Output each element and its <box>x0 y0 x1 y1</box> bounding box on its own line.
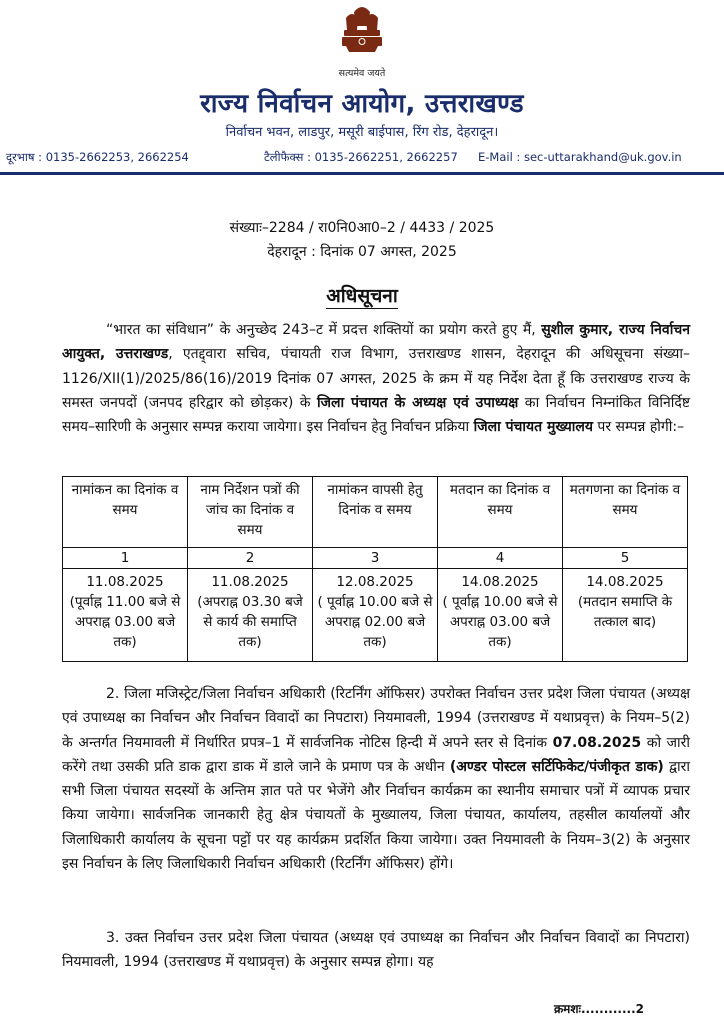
ashoka-lion-emblem-icon <box>332 2 392 66</box>
para2-bold-date: 07.08.2025 <box>552 734 642 751</box>
para1-text-4: पर सम्पन्न होगी:– <box>592 419 685 436</box>
header-divider <box>0 172 724 175</box>
schedule-time: ( पूर्वाह्न 10.00 बजे से अपराह्न 03.00 बजे तक) <box>442 594 558 650</box>
schedule-number-cell: 4 <box>438 548 563 569</box>
continued-marker: क्रमशः............2 <box>553 1002 644 1016</box>
para2-text-2: को जारी करेंगे तथा उसकी प्रति डाक द्वारा डाक में डाले जाने के प्रमाण पत्र के अधीन <box>62 734 690 775</box>
schedule-date: 11.08.2025 <box>211 574 289 590</box>
schedule-header-cell: मतदान का दिनांक व समय <box>438 477 563 548</box>
notification-heading <box>0 282 724 308</box>
reference-number: संख्याः–2284 / रा0नि0आ0–2 / 4433 / 2025 <box>229 220 495 236</box>
fax-number: टैलीफैक्स : 0135-2662251, 2662257 <box>264 150 458 164</box>
schedule-number-cell: 5 <box>563 548 688 569</box>
para1-text-1: “भारत का संविधान” के अनुच्छेद 243–ट में प्रदत्त शक्तियों का प्रयोग करते हुए मैं, <box>106 322 542 338</box>
schedule-date: 11.08.2025 <box>86 574 164 590</box>
schedule-value-cell <box>438 569 563 662</box>
schedule-date: 12.08.2025 <box>336 574 414 590</box>
para1-text-2: , एतद्द्वारा सचिव, पंचायती राज विभाग, उत्तराखण्ड शासन, देहरादून की अधिसूचना संख्या–1126/XII(1)/2025/86(16)/2019 दिनांक 07 अगस्त, 2025 के क्रम में यह निर्देश देता हूँ कि उत्तराखण्ड राज्य के समस्त जनपदों (जनपद हरिद्वार को छोड़कर) के <box>62 346 690 411</box>
notification-heading-text: अधिसूचना <box>326 285 398 307</box>
schedule-value-row <box>63 569 688 662</box>
para2-text-3: द्वारा सभी जिला पंचायत सदस्यों के अन्तिम ज्ञात पते पर भेजेंगे और निर्वाचन कार्यक्रम का स्थानीय समाचार पत्रों में व्यापक प्रचार किया जायेगा। सार्वजनिक जानकारी हेतु क्षेत्र पंचायतों के मुख्यालय, जिला पंचायत, कार्यालय, तहसील कार्यालयों और जिलाधिकारी कार्यालय के सूचना पट्टों पर यह कार्यक्रम प्रदर्शित किया जायेगा। उक्त नियमावली के नियम–3(2) के अनुसार इस निर्वाचन के लिए जिलाधिकारी निर्वाचन अधिकारी (रिटर्निंग ऑफिसर) होंगे। <box>62 758 690 873</box>
schedule-header-cell: नामांकन का दिनांक व समय <box>63 477 188 548</box>
schedule-value-cell <box>63 569 188 662</box>
schedule-number-cell: 1 <box>63 548 188 569</box>
schedule-number-row <box>63 548 688 569</box>
schedule-date: 14.08.2025 <box>586 574 664 590</box>
schedule-value-cell <box>313 569 438 662</box>
paragraph-3 <box>62 926 690 975</box>
paragraph-1 <box>62 318 690 439</box>
para1-bold-office: जिला पंचायत के अध्यक्ष एवं उपाध्यक्ष <box>317 394 519 411</box>
para1-bold-hq: जिला पंचायत मुख्यालय <box>473 419 593 436</box>
schedule-time: (अपराह्न 03.30 बजे से कार्य की समाप्ति तक) <box>197 594 303 650</box>
paragraph-2 <box>62 682 690 876</box>
schedule-header-cell: नामांकन वापसी हेतु दिनांक व समय <box>313 477 438 548</box>
schedule-time: ( पूर्वाह्न 10.00 बजे से अपराह्न 02.00 बजे तक) <box>317 594 433 650</box>
schedule-number-cell: 3 <box>313 548 438 569</box>
schedule-header-row <box>63 477 688 548</box>
schedule-date: 14.08.2025 <box>461 574 539 590</box>
para2-bold-post: (अण्डर पोस्टल सर्टिफिकेट/पंजीकृत डाक) <box>449 758 664 775</box>
para2-text-1: 2. जिला मजिस्ट्रेट/जिला निर्वाचन अधिकारी (रिटर्निंग ऑफिसर) उपरोक्त निर्वाचन उत्तर प्रदेश जिला पंचायत (अध्यक्ष एवं उपाध्यक्ष का निर्वाचन और निर्वाचन विवादों का निपटारा) नियमावली, 1994 (उत्तराखण्ड में यथाप्रवृत्त) के नियम–5(2) के अन्तर्गत नियमावली में निर्धारित प्रपत्र–1 में सार्वजनिक नोटिस हिन्दी में अपने स्तर से दिनांक <box>62 686 690 751</box>
para1-text-3: का निर्वाचन निम्नांकित विनिर्दिष्ट समय–सारिणी के अनुसार सम्पन्न कराया जायेगा। इस निर्वाचन हेतु निर्वाचन प्रक्रिया <box>62 394 691 436</box>
issue-date: देहरादून : दिनांक 07 अगस्त, 2025 <box>267 244 457 260</box>
schedule-header-cell: नाम निर्देशन पत्रों की जांच का दिनांक व समय <box>188 477 313 548</box>
schedule-value-cell <box>563 569 688 662</box>
phone-number: दूरभाष : 0135-2662253, 2662254 <box>6 150 189 164</box>
schedule-number-cell: 2 <box>188 548 313 569</box>
para3-text: 3. उक्त निर्वाचन उत्तर प्रदेश जिला पंचायत (अध्यक्ष एवं उपाध्यक्ष का निर्वाचन और निर्वाचन विवादों का निपटारा) नियमावली, 1994 (उत्तराखण्ड में यथाप्रवृत्त) के अनुसार सम्पन्न होगा। यह <box>62 930 690 971</box>
schedule-time: (पूर्वाह्न 11.00 बजे से अपराह्न 03.00 बजे तक) <box>69 594 181 650</box>
email-address: E-Mail : sec-uttarakhand@uk.gov.in <box>478 150 682 164</box>
national-motto: सत्यमेव जयते <box>338 68 386 79</box>
organization-title: राज्य निर्वाचन आयोग, उत्तराखण्ड <box>200 89 524 119</box>
schedule-value-cell <box>188 569 313 662</box>
election-schedule-table <box>62 476 688 662</box>
schedule-time: (मतदान समाप्ति के तत्काल बाद) <box>577 594 673 630</box>
organization-address: निर्वाचन भवन, लाडपुर, मसूरी बाईपास, रिंग रोड, देहरादून। <box>225 125 499 140</box>
schedule-header-cell: मतगणना का दिनांक व समय <box>563 477 688 548</box>
para1-bold-commissioner: सुशील कुमार, राज्य निर्वाचन आयुक्त, उत्तराखण्ड <box>62 322 691 363</box>
